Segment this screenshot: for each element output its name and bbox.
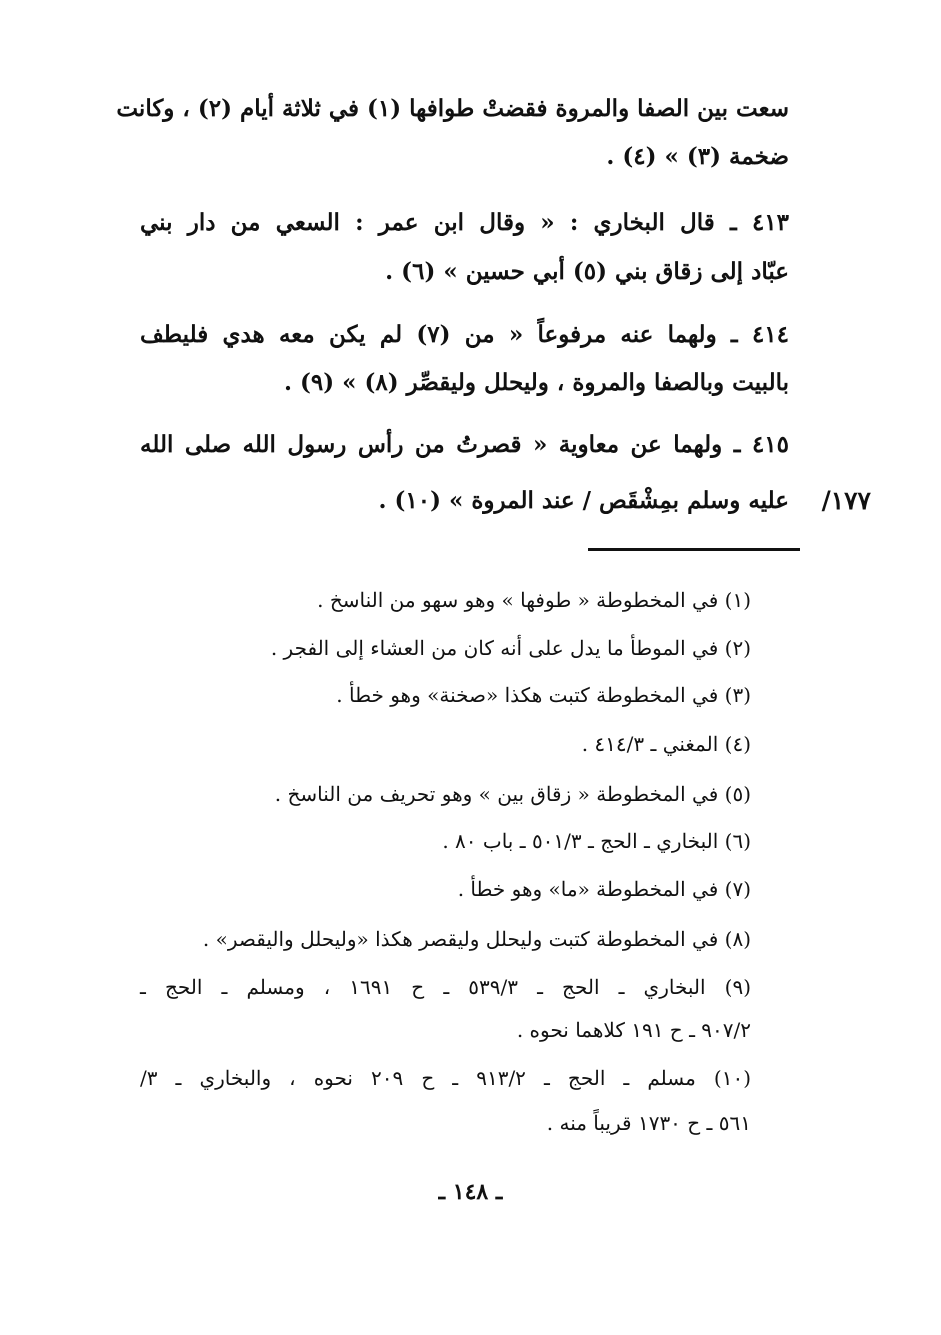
page-number: ـ ١٤٨ ـ <box>438 1179 503 1205</box>
body-line: عبّاد إلى زقاق بني (٥) أبي حسين » (٦) . <box>385 258 789 285</box>
footnote-continuation: ٩٠٧/٢ ـ ح ١٩١ كلاهما نحوه . <box>516 1018 751 1042</box>
footnote: (٢) في الموطأ ما يدل على أنه كان من العشاء إلى الفجر . <box>270 636 751 660</box>
body-line: ٤١٤ ـ ولهما عنه مرفوعاً « من (٧) لم يكن معه هدي فليطف <box>140 321 789 348</box>
footnote: (٣) في المخطوطة كتبت هكذا «صخنة» وهو خطأ . <box>336 683 751 707</box>
footnote: (٩) البخاري ـ الحج ـ ٥٣٩/٣ ـ ح ١٦٩١ ، ومسلم ـ الحج ـ <box>140 975 751 999</box>
body-line: سعت بين الصفا والمروة فقضتْ طوافها (١) في ثلاثة أيام (٢) ، وكانت <box>116 95 789 122</box>
footnote-separator <box>588 548 800 551</box>
body-line: بالبيت وبالصفا والمروة ، وليحلل وليقصِّر (٨) » (٩) . <box>283 369 789 396</box>
manuscript-folio-note: ١٧٧/ <box>821 486 871 515</box>
footnote: (٤) المغني ـ ٤١٤/٣ . <box>581 732 751 756</box>
body-line: عليه وسلم بمِشْقَص / عند المروة » (١٠) . <box>378 487 789 514</box>
footnote-continuation: ٥٦١ ـ ح ١٧٣٠ قريباً منه . <box>546 1111 751 1135</box>
footnote: (٥) في المخطوطة « زقاق بين » وهو تحريف من الناسخ . <box>274 782 751 806</box>
body-line: ٤١٥ ـ ولهما عن معاوية « قصرتُ من رأس رسول الله صلى الله <box>140 431 789 458</box>
footnote: (١٠) مسلم ـ الحج ـ ٩١٣/٢ ـ ح ٢٠٩ نحوه ، والبخاري ـ ٣/ <box>140 1066 751 1090</box>
body-line: ضخمة (٣) » (٤) . <box>606 143 789 170</box>
footnote: (٧) في المخطوطة «ما» وهو خطأ . <box>457 877 751 901</box>
footnote: (٨) في المخطوطة كتبت وليحلل وليقصر هكذا «وليحلل واليقصر» . <box>202 927 751 951</box>
footnote: (٦) البخاري ـ الحج ـ ٥٠١/٣ ـ باب ٨٠ . <box>442 829 751 853</box>
footnote: (١) في المخطوطة « طوفها » وهو سهو من الناسخ . <box>317 588 751 612</box>
body-line: ٤١٣ ـ قال البخاري : « وقال ابن عمر : السعي من دار بني <box>140 209 789 236</box>
